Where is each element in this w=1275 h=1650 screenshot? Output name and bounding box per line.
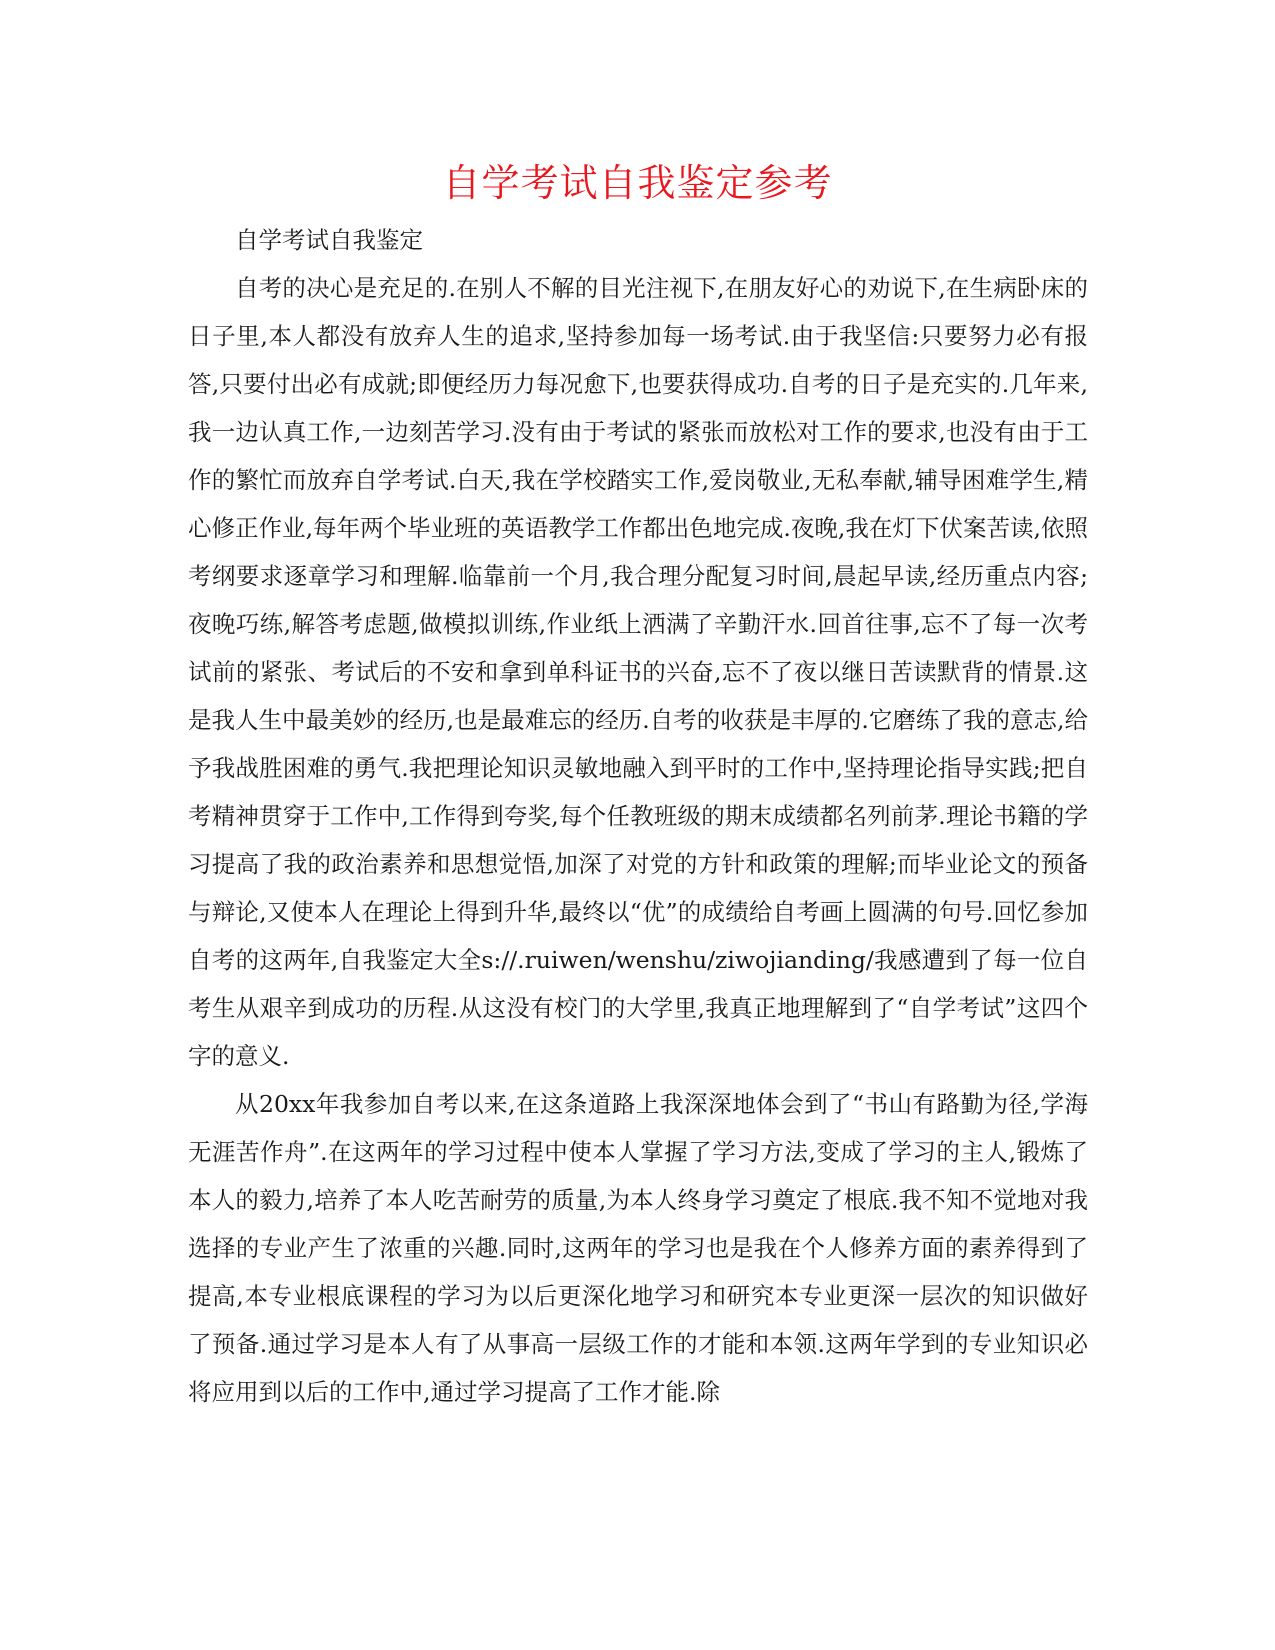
body-paragraph-1: 自考的决心是充足的.在别人不解的目光注视下,在朋友好心的劝说下,在生病卧床的日子里,本人都没有放弃人生的追求,坚持参加每一场考试.由于我坚信:只要努力必有报答,只要付出必有成就;即便经历力每况愈下,也要获得成功.自考的日子是充实的.几年来,我一边认真工作,一边刻苦学习.没有由于考试的紧张而放松对工作的要求,也没有由于工作的繁忙而放弃自学考试.白天,我在学校踏实工作,爱岗敬业,无私奉献,辅导困难学生,精心修正作业,每年两个毕业班的英语教学工作都出色地完成.夜晚,我在灯下伏案苦读,依照考纲要求逐章学习和理解.临靠前一个月,我合理分配复习时间,晨起早读,经历重点内容;夜晚巧练,解答考虑题,做模拟训练,作业纸上洒满了辛勤汗水.回首往事,忘不了每一次考试前的紧张、考试后的不安和拿到单科证书的兴奋,忘不了夜以继日苦读默背的情景.这是我人生中最美妙的经历,也是最难忘的经历.自考的收获是丰厚的.它磨练了我的意志,给予我战胜困难的勇气.我把理论知识灵敏地融入到平时的工作中,坚持理论指导实践;把自考精神贯穿于工作中,工作得到夸奖,每个任教班级的期末成绩都名列前茅.理论书籍的学习提高了我的政治素养和思想觉悟,加深了对党的方针和政策的理解;而毕业论文的预备与辩论,又使本人在理论上得到升华,最终以“优”的成绩给自考画上圆满的句号.回忆参加自考的这两年,自我鉴定大全s://.ruiwen/wenshu/ziwojianding/我感遭到了每一位自考生从艰辛到成功的历程.从这没有校门的大学里,我真正地理解到了“自学考试”这四个字的意义. <box>188 274 1088 1070</box>
subtitle-paragraph: 自学考试自我鉴定 <box>235 226 423 254</box>
document-body <box>188 216 1088 1416</box>
document-title: 自学考试自我鉴定参考 <box>442 161 833 205</box>
body-paragraph-2: 从20xx年我参加自考以来,在这条道路上我深深地体会到了“书山有路勤为径,学海无涯苦作舟”.在这两年的学习过程中使本人掌握了学习方法,变成了学习的主人,锻炼了本人的毅力,培养了本人吃苦耐劳的质量,为本人终身学习奠定了根底.我不知不觉地对我选择的专业产生了浓重的兴趣.同时,这两年的学习也是我在个人修养方面的素养得到了提高,本专业根底课程的学习为以后更深化地学习和研究本专业更深一层次的知识做好了预备.通过学习是本人有了从事高一层级工作的才能和本领.这两年学到的专业知识必将应用到以后的工作中,通过学习提高了工作才能.除 <box>188 1090 1088 1406</box>
